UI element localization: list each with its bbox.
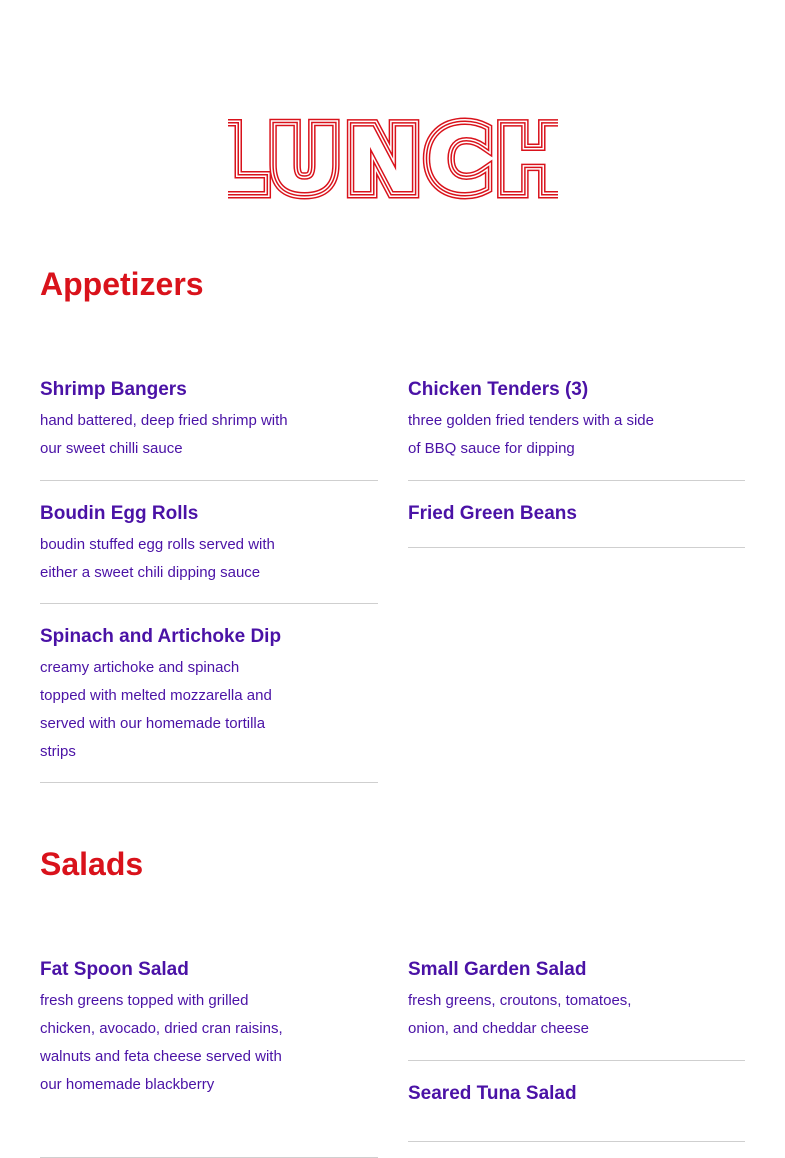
- menu-item: [408, 957, 745, 1061]
- menu-item: [40, 957, 378, 1158]
- item-description-line: of BBQ sauce for dipping: [408, 440, 575, 457]
- item-description-line: hand battered, deep fried shrimp with: [40, 412, 288, 429]
- item-name: Shrimp Bangers: [40, 379, 187, 400]
- item-name: Fat Spoon Salad: [40, 959, 189, 980]
- item-description-line: topped with melted mozzarella and: [40, 687, 272, 704]
- menu-item: [40, 624, 378, 783]
- item-description: [40, 654, 310, 766]
- item-name: Small Garden Salad: [408, 959, 587, 980]
- menu-item: [408, 1081, 745, 1142]
- item-description-line: either a sweet chili dipping sauce: [40, 564, 261, 581]
- menu-title-logo: [228, 116, 558, 200]
- menu-item: [408, 501, 745, 548]
- item-description: [40, 407, 310, 463]
- item-description-line: fresh greens topped with grilled: [40, 992, 249, 1009]
- item-description-line: creamy artichoke and spinach: [40, 659, 240, 676]
- item-description-line: our homemade blackberry: [40, 1076, 215, 1093]
- item-name: Spinach and Artichoke Dip: [40, 626, 282, 647]
- item-description-line: walnuts and feta cheese served with: [40, 1048, 282, 1065]
- menu-item: [40, 501, 378, 604]
- appetizers-right-column: [408, 377, 745, 548]
- item-description: [408, 407, 678, 463]
- menu-item: [40, 377, 378, 481]
- appetizers-left-column: [40, 377, 378, 783]
- item-description-line: onion, and cheddar cheese: [408, 1020, 589, 1037]
- item-description-line: boudin stuffed egg rolls served with: [40, 536, 275, 553]
- item-description-line: three golden fried tenders with a side: [408, 412, 654, 429]
- item-description-line: our sweet chilli sauce: [40, 440, 183, 457]
- item-description: [40, 531, 310, 587]
- item-description-line: strips: [40, 743, 76, 760]
- item-description: [408, 987, 678, 1043]
- menu-title: [0, 116, 785, 200]
- item-name: Seared Tuna Salad: [408, 1083, 577, 1104]
- item-description-line: served with our homemade tortilla: [40, 715, 266, 732]
- item-name: Chicken Tenders (3): [408, 379, 589, 400]
- item-name: Boudin Egg Rolls: [40, 503, 199, 524]
- salads-left-column: [40, 957, 378, 1158]
- item-description-line: chicken, avocado, dried cran raisins,: [40, 1020, 283, 1037]
- section-title-salads: Salads: [40, 846, 144, 882]
- menu-item: [408, 377, 745, 481]
- item-description: [40, 987, 310, 1099]
- salads-right-column: [408, 957, 745, 1142]
- item-name: Fried Green Beans: [408, 503, 577, 524]
- item-description-line: fresh greens, croutons, tomatoes,: [408, 992, 632, 1009]
- section-title-appetizers: Appetizers: [40, 266, 204, 302]
